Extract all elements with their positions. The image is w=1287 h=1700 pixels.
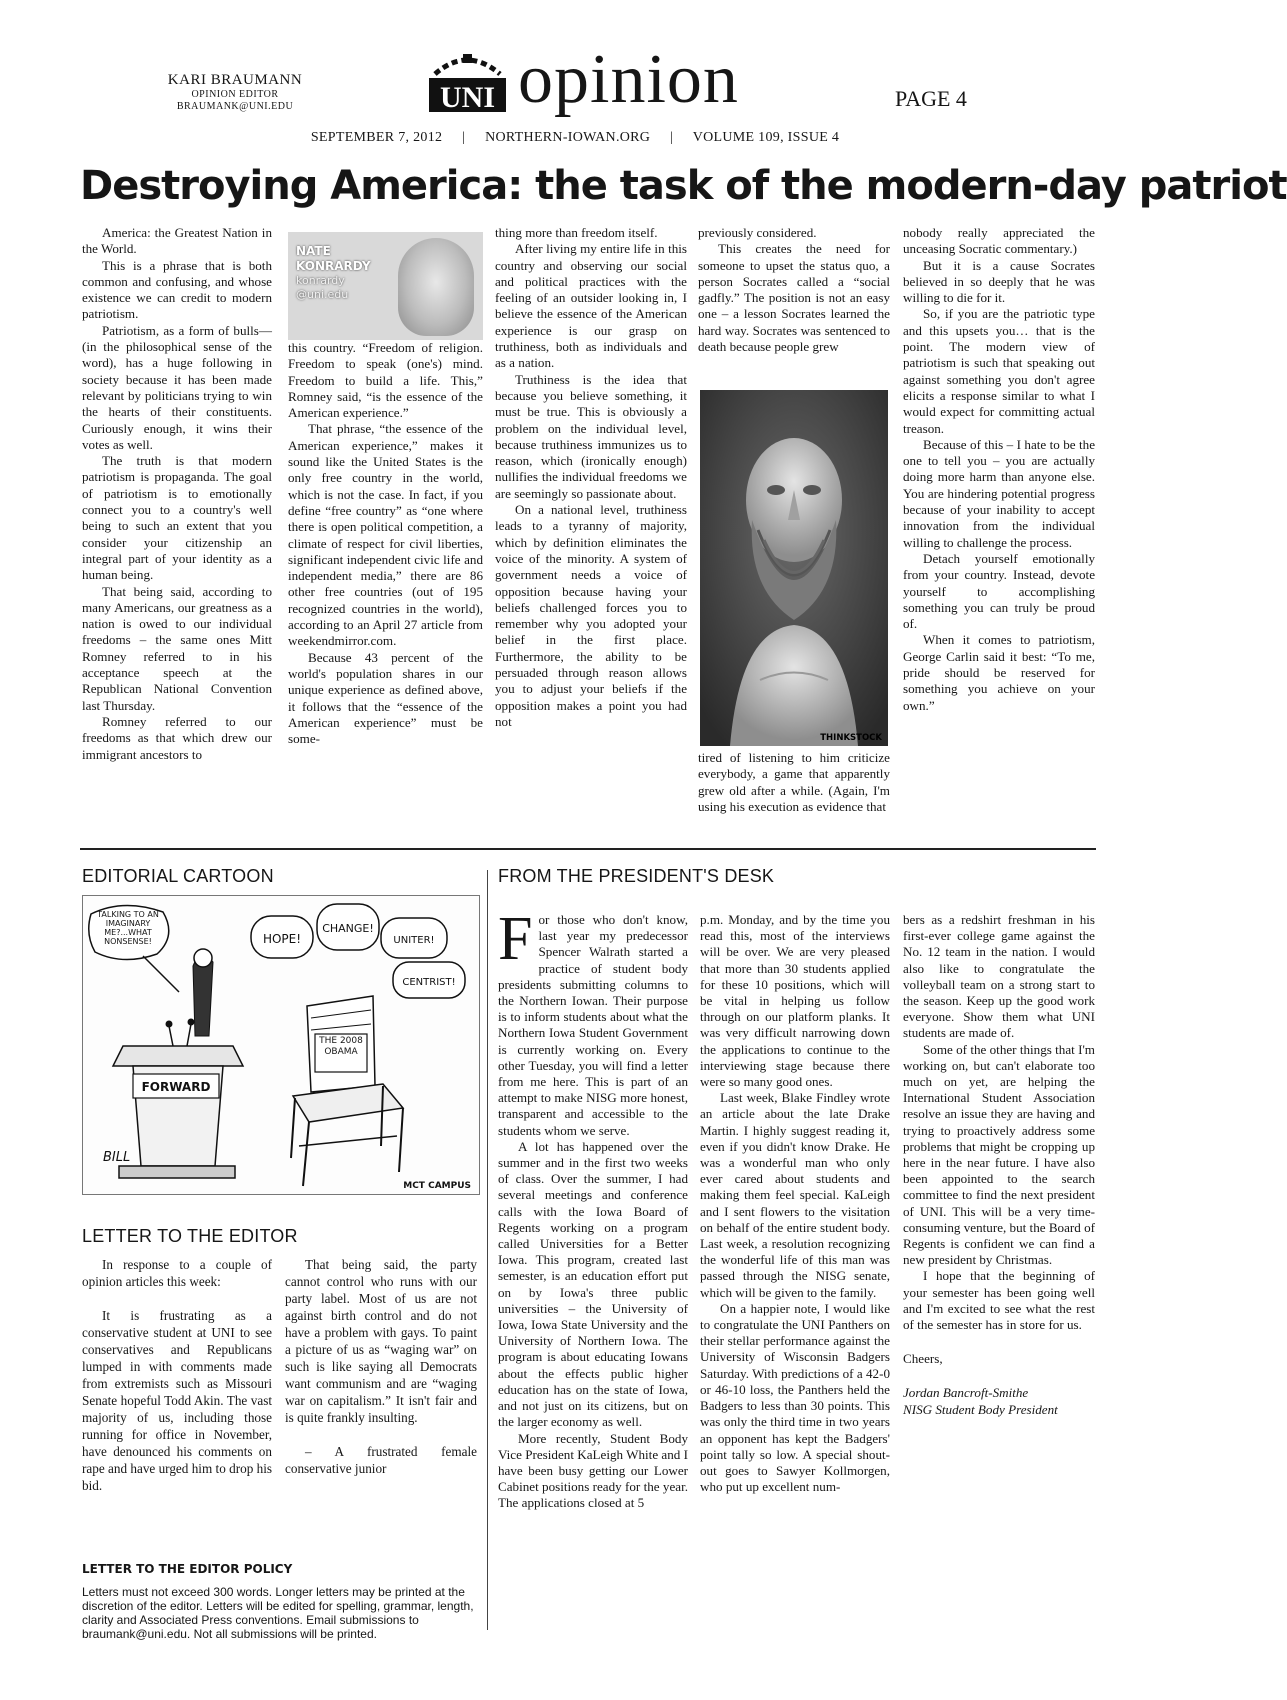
- letter-policy-heading: LETTER TO THE EDITOR POLICY: [82, 1562, 293, 1576]
- paragraph: previously considered.: [698, 225, 817, 240]
- paragraph: bers as a redshirt freshman in his first-ever college game against the No. 12 team in the nation. I would also like to congratulate the volleyball team on a strong start to the season. Keep up the good work everyone. Show them what UNI students are made of.: [903, 912, 1095, 1041]
- article-column-2: [288, 340, 483, 747]
- column-divider: [487, 870, 488, 1630]
- dateline: [0, 130, 1150, 146]
- paragraph: This is a phrase that is both common and confusing, and whose existence we can credit to modern patriotism.: [82, 257, 272, 322]
- chair-sign: THE 2008 OBAMA: [319, 1036, 363, 1057]
- paragraph: More recently, Student Body Vice President KaLeigh White and I have been busy getting our Lower Cabinet positions ready for the year. The applications closed at 5: [498, 1430, 688, 1511]
- paragraph: So, if you are the patriotic type and this upsets you… that is the point. The modern view of patriotism is such that speaking out against something you don't agree elicits a response similar to what I would expect for committing actual treason.: [903, 306, 1095, 436]
- president-column-2: [700, 912, 890, 1495]
- speech-bubble-centrist: CENTRIST!: [402, 977, 456, 988]
- signer-name: Jordan Bancroft-Smithe: [903, 1385, 1029, 1401]
- letter-column-left: [82, 1256, 272, 1511]
- website: NORTHERN-IOWAN.ORG: [485, 130, 651, 145]
- paragraph: Patriotism, as a form of bulls— (in the philosophical sense of the word), has a huge following in society because it has been made relevant by politicians trying to win the hearts of their constituents. Curiously enough, it wins their votes as well.: [82, 322, 272, 452]
- cartoonist-signature: BILL: [103, 1150, 131, 1165]
- page-number: PAGE 4: [895, 86, 967, 111]
- signer-title: NISG Student Body President: [903, 1401, 1058, 1417]
- paragraph: or those who don't know, last year my predecessor Spencer Walrath started a practice of student body presidents submitting columns to the Northern Iowan. Their purpose is to inform students about what the Northern Iowa Student Government is currently working on. Every other Tuesday, you will find a letter from me here. This is part of an attempt to make NISG more honest, transparent and accessible to the students whom we serve.: [498, 912, 688, 1138]
- article-headline: Destroying America: the task of the modern-day patriot: [80, 163, 1287, 209]
- article-column-3: [495, 225, 687, 730]
- speech-bubble-uniter: UNITER!: [393, 935, 435, 946]
- president-column-1: [498, 905, 688, 1512]
- paragraph: That being said, according to many Americans, our greatness as a nation is owed to our individual freedoms – the same ones Mitt Romney referred to in his acceptance speech at the Republican National Convention last Thursday.: [82, 583, 272, 713]
- article-column-1: [82, 225, 272, 763]
- paragraph: p.m. Monday, and by the time you read this, most of the interviews will be over. We are very pleased that more than 30 students applied for these 10 positions, which will be vital in helping us follow through on our platform planks. It was very difficult narrowing down the applications to continue to the interviewing stage because there were so many good ones.: [700, 912, 890, 1090]
- paragraph: That being said, the party cannot control who runs with our party label. Most of us are not against birth control and do not have a problem with gays. To paint a picture of us as “waging war” on such is like saying all Democrats want communism and are “waging war on capitalism.” It isn't fair and is quite frankly insulting.: [285, 1257, 477, 1425]
- editor-title: OPINION EDITOR: [191, 89, 279, 100]
- closing: Cheers,: [903, 1351, 943, 1367]
- paragraph: After living my entire life in this country and observing our social and political practices with the feeling of an outsider looking in, I believe the essence of the American experience is our grasp on truthiness, both as individuals and as a nation.: [495, 241, 687, 371]
- cartoon-credit: MCT CAMPUS: [403, 1181, 471, 1191]
- issue-date: SEPTEMBER 7, 2012: [310, 130, 443, 145]
- president-heading: FROM THE PRESIDENT'S DESK: [498, 866, 775, 886]
- speech-bubble-change: CHANGE!: [322, 922, 374, 935]
- paragraph: This creates the need for someone to upset the status quo, a person Socrates called a “social gadfly.” The position is not an easy one – a lesson Socrates learned the hard way. Socrates was sentenced to death because people grew: [698, 241, 890, 355]
- author-email-user: konrardy: [296, 274, 345, 287]
- editorial-cartoon: [82, 895, 480, 1195]
- volume-issue: VOLUME 109, ISSUE 4: [692, 130, 840, 145]
- paragraph: Because of this – I hate to be the one to tell you – you are actually doing more harm than anyone else. You are hindering potential progress because of your inability to accept innovation from the individual willing to challenge the process.: [903, 436, 1095, 550]
- letter-policy-text: Letters must not exceed 300 words. Longer letters may be printed at the discretion of the editor. Letters will be edited for spelling, grammar, length, clarity and Associated Press conventions. Email submissions to braumank@uni.edu. Not all submissions will be printed.: [82, 1585, 474, 1641]
- paragraph: nobody really appreciated the unceasing Socratic commentary.): [903, 225, 1095, 257]
- paragraph: In response to a couple of opinion articles this week:: [82, 1257, 272, 1289]
- speech-bubble-talk: TALKING TO AN IMAGINARY ME?...WHAT NONSENSE!: [97, 910, 159, 946]
- author-portrait: [398, 238, 474, 336]
- socrates-bust-image: [700, 390, 888, 746]
- paragraph: On a happier note, I would like to congratulate the UNI Panthers on their stellar performance against the University of Wisconsin Badgers Saturday. With predictions of a 42-0 or 46-10 loss, the Panthers held the Badgers to less than 30 points. This was only the third time in two years an opponent has kept the Badgers' point tally so low. A special shout-out goes to Sawyer Kollmorgen, who put up excellent num-: [700, 1300, 890, 1495]
- paragraph: thing more than freedom itself.: [495, 225, 658, 240]
- paragraph: But it is a cause Socrates believed in so deeply that he was willing to die for it.: [903, 257, 1095, 306]
- paragraph: this country. “Freedom of religion. Freedom to speak (one's) mind. Freedom to build a life. This,” Romney said, “is the essence of the American experience.”: [288, 340, 483, 421]
- author-photo: [288, 232, 483, 340]
- letter-signoff: – A frustrated female conservative junior: [285, 1444, 477, 1476]
- paragraph: Detach yourself emotionally from your country. Instead, devote yourself to accomplishing something you can truly be proud of.: [903, 550, 1095, 632]
- author-first-name: NATE: [296, 244, 331, 258]
- paragraph: Some of the other things that I'm working on, but can't elaborate too much on yet, are helping the International Student Association resolve an issue they are having and trying to proactively address some problems that might be cropping up here in the near future. I have also been appointed to the search committee to find the next president of UNI. This will be a very time-consuming venture, but the Board of Regents is confident we can find a new president by Christmas.: [903, 1041, 1096, 1268]
- image-credit: THINKSTOCK: [820, 733, 882, 743]
- cartoon-heading: EDITORIAL CARTOON: [82, 866, 274, 886]
- editor-email: BRAUMANK@UNI.EDU: [176, 101, 294, 112]
- uni-logo: [425, 52, 510, 114]
- paragraph: A lot has happened over the summer and in the first two weeks of class. Over the summer, I had several meetings and conference calls with the Iowa Board of Regents working on a program called Universities for a Better Iowa. This program, created last semester, is an education effort put on by Iowa's three public universities – the University of Iowa, Iowa State University and the University of Northern Iowa. The program is about educating Iowans about the effects public higher education has on the state of Iowa, and not just on its citizens, but on the larger economy as well.: [498, 1138, 688, 1430]
- paragraph: The truth is that modern patriotism is propaganda. The goal of patriotism is to emotionally connect you to a country's well being to such an extent that you consider your citizenship an integral part of your identity as a human being.: [82, 453, 272, 583]
- letter-column-right: [285, 1256, 477, 1494]
- paragraph: Last week, Blake Findley wrote an article about the late Drake Martin. I highly suggest reading it, even if you didn't know Drake. He was a wonderful man who only ever cared about students and making them feel special. KaLeigh and I sent flowers to the visitation on behalf of the entire student body. Last week, a resolution recognizing the wonderful life of this man was passed through the NISG senate, which will be given to the family.: [700, 1090, 890, 1300]
- paragraph: It is frustrating as a conservative student at UNI to see conservatives and Republicans lumped in with comments made from extremists such as Missouri Senate hopeful Todd Akin. The vast majority of us, including those running for office in November, have denounced his comments on rape and have urged him to drop his bid.: [82, 1308, 272, 1493]
- paragraph: I hope that the beginning of your semester has been going well and I'm excited to see what the rest of the semester has in store for us.: [903, 1268, 1095, 1333]
- article-column-4-continued: [698, 750, 890, 815]
- paragraph: On a national level, truthiness leads to a tyranny of majority, which by definition eliminates the voice of the minority. A system of government needs a voice of opposition because having your beliefs challenged forces you to remember why you adopted your belief in the first place. Furthermore, the ability to be persuaded through reason allows you to adjust your beliefs if the opposition makes a point you had not: [495, 502, 687, 729]
- author-last-name: KONRARDY: [296, 259, 371, 273]
- paragraph: That phrase, “the essence of the American experience,” makes it sound like the United States is the only free country in the world, which is not the case. In fact, if you define “free country” as “one where there is open political competition, a climate of respect for civil liberties, significant independent civic life and independent media,” there are 86 other free countries (out of 195 recognized countries in the world), according to an April 27 article from weekendmirror.com.: [288, 421, 483, 649]
- paragraph: Romney referred to our freedoms as that which drew our immigrant ancestors to: [82, 713, 272, 762]
- paragraph: tired of listening to him criticize everybody, a game that apparently grew old after a while. (Again, I'm using his execution as evidence that: [698, 750, 890, 814]
- paragraph: Truthiness is the idea that because you believe something, it must be true. This is obviously a problem on the individual level, because truthiness immunizes us to reason, which (ironically enough) nullifies the individual freedoms we are seemingly so passionate about.: [495, 371, 687, 501]
- opinion-editor: [160, 72, 310, 113]
- article-column-5: [903, 225, 1095, 714]
- drop-cap: F: [498, 905, 533, 973]
- section-divider: [80, 848, 1096, 850]
- dateline-separator: |: [462, 130, 466, 145]
- dateline-separator: |: [670, 130, 674, 145]
- paragraph: Because 43 percent of the world's population shares in our unique experience as defined above, it follows that the “essence of the American experience” must be some-: [288, 649, 483, 747]
- podium-label: FORWARD: [141, 1080, 211, 1094]
- author-email-domain: @uni.edu: [296, 288, 349, 301]
- editor-name: KARI BRAUMANN: [167, 72, 303, 88]
- article-column-4: [698, 225, 890, 355]
- paragraph: America: the Greatest Nation in the World.: [82, 225, 272, 257]
- paragraph: When it comes to patriotism, George Carlin said it best: “To me, pride should be reserved for something you achieve on your own.”: [903, 632, 1095, 713]
- speech-bubble-hope: HOPE!: [262, 932, 302, 946]
- author-byline: [296, 244, 371, 302]
- letter-heading: LETTER TO THE EDITOR: [82, 1226, 298, 1246]
- section-title: opinion: [518, 41, 739, 118]
- logo-text: UNI: [439, 81, 496, 114]
- president-column-3: [903, 912, 1095, 1418]
